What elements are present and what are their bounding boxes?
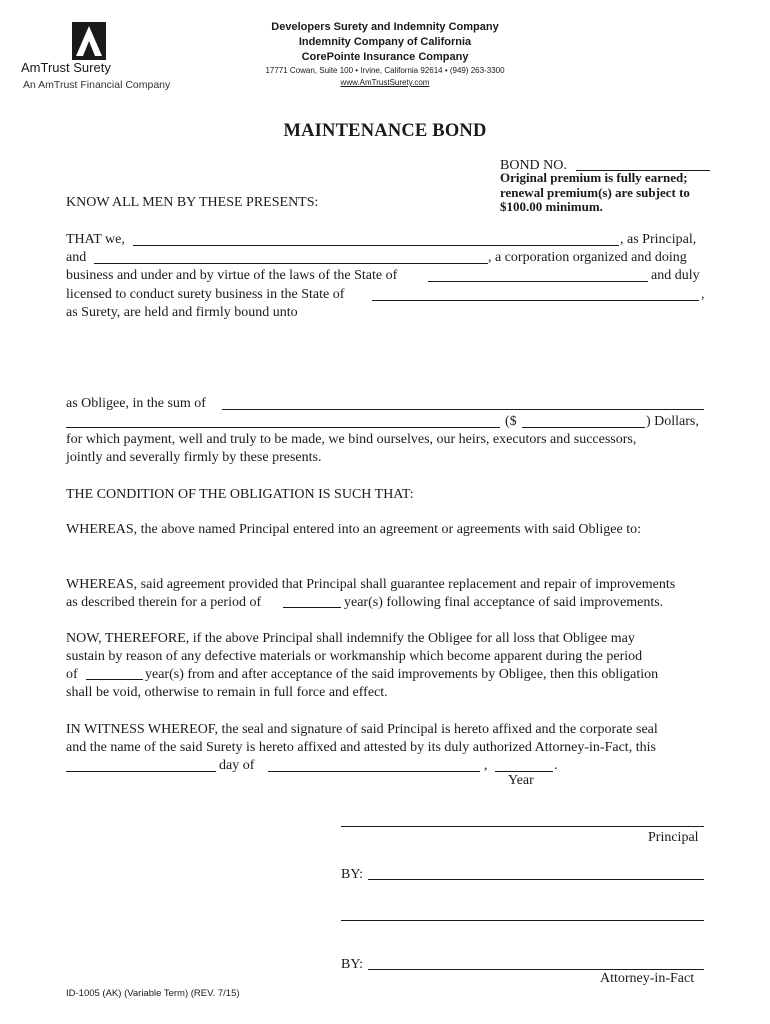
condition-heading: THE CONDITION OF THE OBLIGATION IS SUCH THAT: (66, 487, 414, 502)
brand-subtitle: An AmTrust Financial Company (23, 79, 171, 91)
principal-signature-field[interactable] (341, 826, 704, 827)
whereas-guarantee-line-2b: year(s) following final acceptance of said improvements. (344, 595, 664, 610)
witness-line-2: and the name of the said Surety is hereto affixed and attested by its duly authorized Attorney-in-Fact, this (66, 740, 656, 755)
and-duly-label: and duly (651, 268, 700, 283)
now-therefore-line-1: NOW, THEREFORE, if the above Principal shall indemnify the Obligee for all loss that Obligee may (66, 631, 635, 646)
business-label: business and under and by virtue of the laws of the State of (66, 268, 398, 283)
licensed-comma: , (701, 287, 705, 302)
that-we-label: THAT we, (66, 232, 125, 247)
witness-period: . (554, 758, 558, 773)
company-header (200, 20, 570, 88)
document-title: MAINTENANCE BOND (283, 121, 487, 141)
principal-name-field[interactable] (133, 245, 619, 246)
corporation-label: , a corporation organized and doing (488, 250, 687, 265)
payment-text: for which payment, well and truly to be made, we bind ourselves, our heirs, executors and successors, (66, 432, 637, 447)
witness-day-field[interactable] (66, 771, 216, 772)
as-principal-label: , as Principal, (620, 232, 697, 247)
principal-by-signature-field[interactable] (368, 879, 704, 880)
now-therefore-line-4: shall be void, otherwise to remain in full force and effect. (66, 685, 388, 700)
logo (20, 18, 170, 98)
company-website-link[interactable]: www.AmTrustSurety.com (340, 78, 430, 87)
company-name-1: Developers Surety and Indemnity Company (271, 21, 499, 33)
by-label-2: BY: (341, 957, 364, 972)
attorney-in-fact-label: Attorney-in-Fact (600, 971, 695, 986)
premium-note (500, 171, 690, 215)
indemnity-period-field[interactable] (86, 679, 143, 680)
brand-name: AmTrust Surety (21, 60, 111, 75)
whereas-guarantee-line-1: WHEREAS, said agreement provided that Principal shall guarantee replacement and repair of improvements (66, 577, 676, 592)
day-of-label: day of (219, 758, 255, 773)
company-name-3: CorePointe Insurance Company (301, 51, 469, 63)
year-label: Year (508, 773, 534, 788)
know-all-heading: KNOW ALL MEN BY THESE PRESENTS: (66, 195, 319, 210)
premium-note-line-1: Original premium is fully earned; (500, 170, 688, 185)
jointly-text: jointly and severally firmly by these presents. (66, 450, 322, 465)
as-obligee-label: as Obligee, in the sum of (66, 396, 206, 411)
penal-sum-words-field[interactable] (222, 409, 704, 410)
premium-note-line-2: renewal premium(s) are subject to (500, 184, 690, 200)
dollars-close: ) Dollars, (646, 414, 699, 429)
by-label-1: BY: (341, 867, 364, 882)
penal-sum-amount-field[interactable] (522, 427, 645, 428)
dollars-open: ($ (505, 414, 517, 429)
now-therefore-line-3a: of (66, 667, 78, 682)
bond-number-label: BOND NO. (500, 158, 567, 173)
company-name-2: Indemnity Company of California (298, 36, 472, 48)
licensed-state-field[interactable] (372, 300, 699, 301)
penal-sum-words-field-2[interactable] (66, 427, 500, 428)
form-id-footer: ID-1005 (AK) (Variable Term) (REV. 7/15) (66, 988, 240, 999)
surety-name-signature-field[interactable] (341, 920, 704, 921)
principal-label: Principal (648, 830, 699, 845)
licensed-label: licensed to conduct surety business in the State of (66, 287, 345, 302)
as-surety-label: as Surety, are held and firmly bound unto (66, 305, 298, 320)
premium-note-line-3: $100.00 minimum. (500, 199, 603, 214)
whereas-agreement-text: WHEREAS, the above named Principal entered into an agreement or agreements with said Obligee to: (66, 522, 641, 537)
and-label: and (66, 250, 87, 265)
now-therefore-line-2: sustain by reason of any defective materials or workmanship which become apparent during the period (66, 649, 643, 664)
witness-line-1: IN WITNESS WHEREOF, the seal and signature of said Principal is hereto affixed and the corporate seal (66, 722, 658, 737)
surety-name-field[interactable] (94, 263, 488, 264)
guarantee-period-field[interactable] (283, 607, 341, 608)
whereas-guarantee-line-2a: as described therein for a period of (66, 595, 262, 610)
witness-month-field[interactable] (268, 771, 480, 772)
now-therefore-line-3b: year(s) from and after acceptance of the said improvements by Obligee, then this obligation (145, 667, 659, 682)
state-of-incorporation-field[interactable] (428, 281, 648, 282)
amtrust-logo-icon (72, 22, 106, 60)
company-address: 17771 Cowan, Suite 100 • Irvine, California 92614 • (949) 263-3300 (265, 66, 505, 75)
witness-comma: , (484, 758, 488, 773)
